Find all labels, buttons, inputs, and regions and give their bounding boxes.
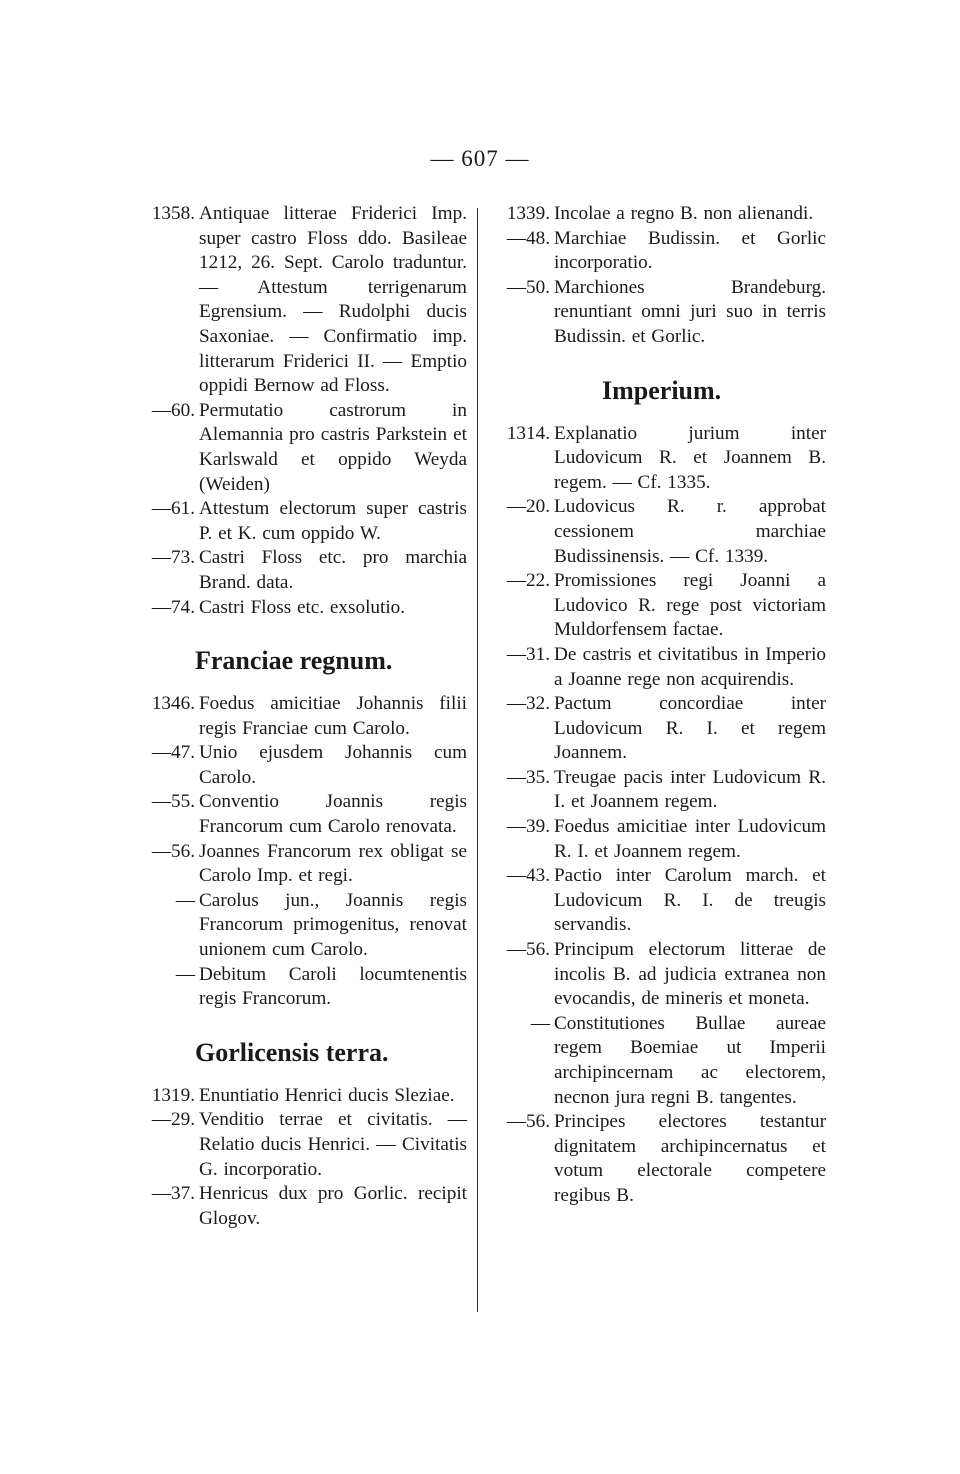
- index-entry: [490, 1012, 826, 1110]
- index-entry: [137, 497, 467, 546]
- entry-text: Castri Floss etc. exsolutio.: [199, 596, 406, 618]
- entry-text: Pactum concordiae inter Ludovicum R. I. et regem Joannem.: [554, 693, 826, 764]
- entry-text: Explanatio jurium inter Ludovicum R. et Joannem B. regem. — Cf. 1335.: [554, 422, 826, 493]
- entry-number: —39.: [506, 816, 550, 838]
- entry-number: —37.: [151, 1183, 195, 1205]
- index-entry: [490, 938, 826, 1012]
- section-heading: Franciae regnum.: [195, 646, 393, 676]
- entry-text: Conventio Joannis regis Francorum cum Carolo renovata.: [199, 791, 467, 838]
- right-column: [490, 202, 826, 1209]
- entry-number: —56.: [506, 1111, 550, 1133]
- page-number: — 607 —: [430, 146, 530, 171]
- index-entry: [137, 790, 467, 839]
- index-entry: [137, 546, 467, 595]
- left-column: [137, 202, 467, 1231]
- index-entry: [137, 202, 467, 399]
- entry-text: Marchiae Budissin. et Gorlic incorporatio.: [554, 227, 826, 274]
- entry-text: Henricus dux pro Gorlic. recipit Glogov.: [199, 1183, 467, 1229]
- entry-text: Unio ejusdem Johannis cum Carolo.: [199, 742, 467, 788]
- entry-number: —55.: [151, 791, 195, 813]
- entry-number: —56.: [151, 840, 195, 862]
- entry-number: —43.: [506, 865, 550, 887]
- entry-number: —74.: [151, 596, 195, 618]
- index-entry: [490, 422, 826, 496]
- index-entry: [490, 766, 826, 815]
- entry-number: —61.: [151, 498, 195, 520]
- entry-text: Attestum electorum super castris P. et K. cum oppido W.: [199, 498, 467, 544]
- entry-text: Joannes Francorum rex obligat se Carolo Imp. et regi.: [199, 840, 467, 887]
- entry-text: Castri Floss etc. pro marchia Brand. data.: [199, 547, 467, 593]
- index-entry: [137, 596, 467, 621]
- entry-text: Promissiones regi Joanni a Ludovico R. rege post victoriam Muldorfensem factae.: [554, 570, 826, 641]
- index-entry: [137, 840, 467, 889]
- index-entry: [137, 399, 467, 497]
- entry-text: Venditio terrae et civitatis. — Relatio ducis Henrici. — Civitatis G. incorporatio.: [199, 1109, 467, 1180]
- entry-text: Principes electores testantur dignitatem archipincernatus et votum electorale competere regibus B.: [554, 1111, 826, 1206]
- index-entry: [490, 692, 826, 766]
- entry-number: —47.: [151, 742, 195, 764]
- entry-number: —32.: [506, 693, 550, 715]
- index-entry: [137, 741, 467, 790]
- entry-text: Marchiones Brandeburg. renuntiant omni juri suo in terris Budissin. et Gorlic.: [554, 276, 826, 347]
- index-entry: [490, 643, 826, 692]
- index-entry: [490, 1110, 826, 1208]
- index-entry: [137, 1084, 467, 1109]
- entry-text: Debitum Caroli locumtenentis regis Francorum.: [199, 963, 467, 1010]
- index-entry: [137, 889, 467, 963]
- entry-number: —73.: [151, 547, 195, 569]
- entry-number: —56.: [506, 939, 550, 961]
- index-entry: [490, 276, 826, 350]
- index-entry: [137, 1182, 467, 1231]
- index-entry: [490, 495, 826, 569]
- entry-text: Carolus jun., Joannis regis Francorum primogenitus, renovat unionem cum Carolo.: [199, 889, 467, 961]
- entry-number: 1346.: [151, 693, 195, 715]
- entry-text: Permutatio castrorum in Alemannia pro castris Parkstein et Karlswald et oppido Weyda (Weiden): [199, 399, 467, 495]
- entry-number: —50.: [506, 276, 550, 298]
- entry-text: Foedus amicitiae inter Ludovicum R. I. et Joannem regem.: [554, 816, 826, 862]
- section-heading: Imperium.: [602, 375, 722, 405]
- entry-number: —31.: [506, 643, 550, 665]
- index-entry: [490, 227, 826, 276]
- index-entry: [137, 1108, 467, 1182]
- entry-number: —22.: [506, 570, 550, 592]
- entry-number: 1339.: [506, 203, 550, 224]
- entry-number: —: [530, 1012, 550, 1034]
- entry-number: —20.: [506, 496, 550, 518]
- entry-text: Enuntiatio Henrici ducis Sleziae.: [199, 1084, 455, 1106]
- index-entry: [490, 815, 826, 864]
- index-entry: [137, 963, 467, 1012]
- entry-number: —48.: [506, 227, 550, 249]
- entry-text: Constitutiones Bullae aureae regem Boemiae ut Imperii archipincernam ac electorem, necnon jura regni B. tangentes.: [554, 1012, 826, 1108]
- entry-number: 1358.: [151, 203, 195, 224]
- entry-text: Principum electorum litterae de incolis B. ad judicia extranea non evocandis, de mineris et moneta.: [554, 939, 826, 1010]
- entry-number: 1314.: [506, 422, 550, 444]
- entry-number: —: [175, 889, 195, 911]
- index-entry: [137, 692, 467, 741]
- entry-text: Pactio inter Carolum march. et Ludovicum R. I. de treugis servandis.: [554, 865, 826, 936]
- entry-number: —: [175, 963, 195, 985]
- index-entry: [490, 864, 826, 938]
- column-divider: [477, 208, 478, 1312]
- entry-text: Incolae a regno B. non alienandi.: [554, 203, 814, 224]
- entry-text: De castris et civitatibus in Imperio a Joanne rege non acquirendis.: [554, 643, 826, 690]
- entry-text: Antiquae litterae Friderici Imp. super castro Floss ddo. Basileae 1212, 26. Sept. Carolo traduntur. — Attestum terrigenarum Egrensium. — Rudolphi ducis Saxoniae. — Confirmatio imp. litterarum Friderici II. — Emptio oppidi Bernow ad Floss.: [199, 203, 467, 397]
- entry-text: Ludovicus R. r. approbat cessionem marchiae Budissinensis. — Cf. 1339.: [554, 496, 826, 567]
- section-heading: Gorlicensis terra.: [195, 1037, 389, 1067]
- entry-number: —35.: [506, 766, 550, 788]
- entry-text: Treugae pacis inter Ludovicum R. I. et Joannem regem.: [554, 766, 826, 813]
- index-entry: [490, 569, 826, 643]
- entry-number: —29.: [151, 1109, 195, 1131]
- entry-number: —60.: [151, 399, 195, 421]
- entry-text: Foedus amicitiae Johannis filii regis Franciae cum Carolo.: [199, 693, 467, 739]
- entry-number: 1319.: [151, 1084, 195, 1106]
- index-entry: [490, 202, 826, 227]
